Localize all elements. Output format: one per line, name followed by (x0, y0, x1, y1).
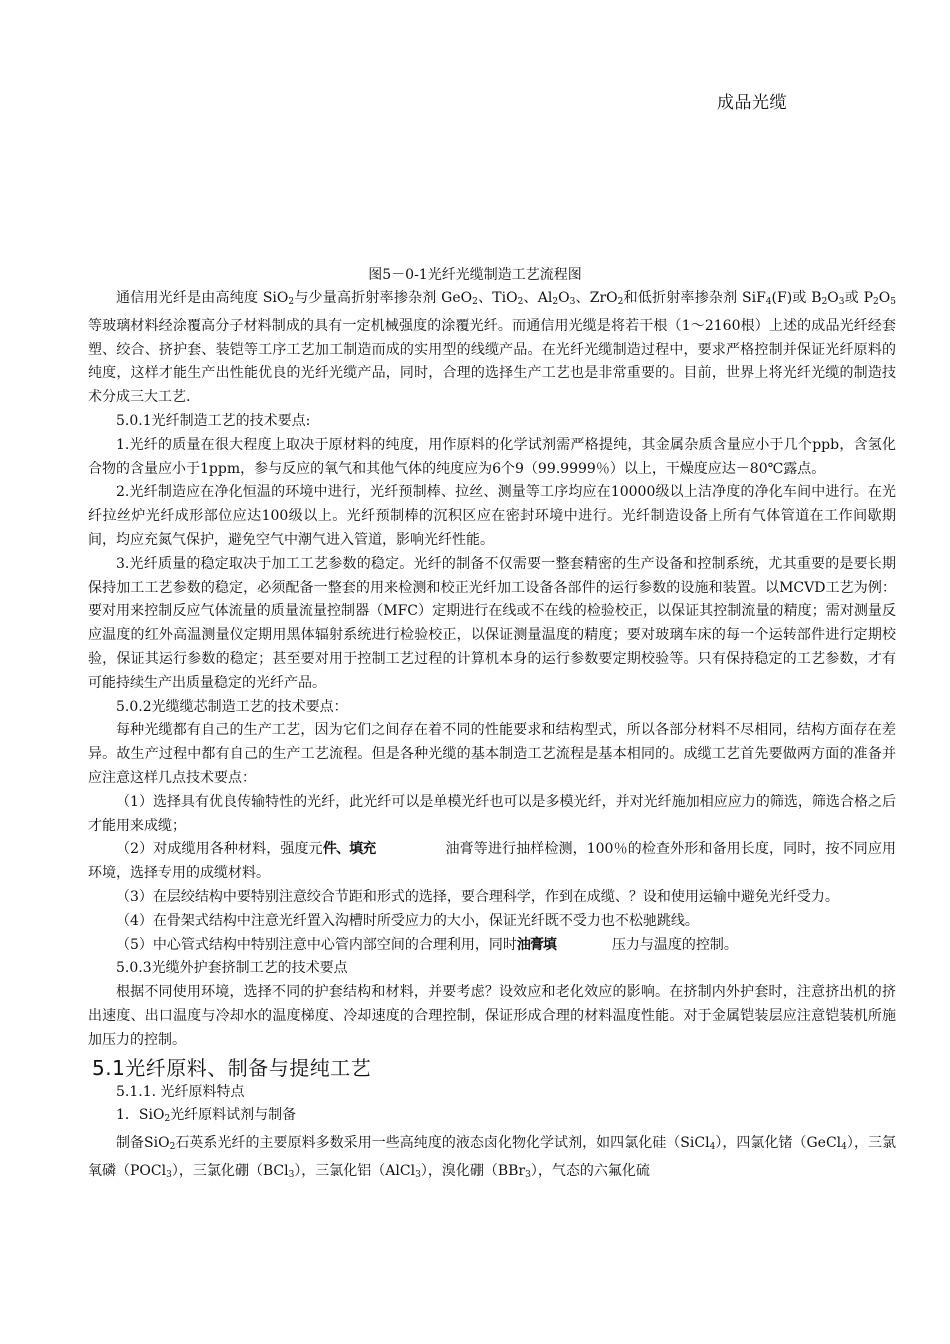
section-5-1-heading: 5.1光纤原料、制备与提纯工艺 (92, 1055, 372, 1080)
section-5-0-2-item-5: （5）中心管式结构中特别注意中心管内部空间的合理利用，同时油膏填 压力与温度的控制。 (116, 936, 738, 953)
section-5-1-1-title: 5.1.1. 光纤原料特点 (116, 1083, 245, 1100)
section-5-0-1-point-3: 3.光纤质量的稳定取决于加工工艺参数的稳定。光纤的制备不仅需要一整套精密的生产设备和控制系统，尤其重要的是要长期保持加工工艺参数的稳定，必须配备一整套的用来检测和校正光纤加工设备各部件的运行参数的设施和装置。以MCVD工艺为例：要对用来控制反应气体流量的质量流量控制器（MFC）定期进行在线或不在线的检验校正，以保证其控制流量的精度；需对测量反应温度的红外高温测量仪定期用黑体辐射系统进行检验校正，以保证测量温度的精度；要对玻璃车床的每一个运转部件进行定期校验，保证其运行参数的稳定；甚至要对用于控制工艺过程的计算机本身的运行参数要定期校验等。只有保持稳定的工艺参数，才有可能持续生产出质量稳定的光纤产品。 (88, 555, 896, 691)
overprinted-text: 件、填充 (322, 841, 376, 858)
section-5-0-2-paragraph: 每种光缆都有自己的生产工艺，因为它们之间存在着不同的性能要求和结构型式，所以各部分材料不尽相同，结构方面存在差异。故生产过程中都有自己的生产工艺流程。但是各种光缆的基本制造工艺流程是基本相同的。成缆工艺首先要做两方面的准备并应注意这样几点技术要点： (88, 722, 896, 786)
section-5-0-2-title: 5.0.2光缆缆芯制造工艺的技术要点： (116, 698, 348, 715)
section-5-0-3-title: 5.0.3光缆外护套挤制工艺的技术要点 (116, 960, 348, 977)
section-5-0-3-paragraph: 根据不同使用环境，选择不同的护套结构和材料，并要考虑？设效应和老化效应的影响。在挤制内外护套时，注意挤出机的挤出速度、出口温度与冷却水的温度梯度、冷却速度的合理控制，保证形成合理的材料温度性能。对于金属铠装层应注意铠装机所施加压力的控制。 (88, 984, 896, 1048)
section-5-1-1-item-1: 1．SiO$_2$光纤原料试剂与制备 (116, 1107, 297, 1125)
intro-paragraph: 通信用光纤是由高纯度 SiO$_2$与少量高折射率掺杂剂 GeO$_2$、TiO$_2$、$Al_2O_3$、ZrO$_2$和低折射率掺杂剂 SiF$_4$(F)或 $B_2O_3$或 $P_2O_5$等玻璃材料经涂覆高分子材料制成的具有一定机械强度的涂覆光纤。而通信用光缆是将若干根（1～2160根）上述的成品光纤经套塑、绞合、挤护套、装铠等工序工艺加工制造而成的实用型的线缆产品。在光纤光缆制造过程中，要求严格控制并保证光纤原料的纯度，这样才能生产出性能优良的光纤光缆产品，同时，合理的选择生产工艺也是非常重要的。目前，世界上将光纤光缆的制造技术分成三大工艺. (88, 290, 896, 406)
overprinted-text: 油膏填 (516, 936, 556, 953)
figure-caption: 图5－0-1光纤光缆制造工艺流程图 (368, 267, 582, 283)
section-5-0-1-point-2: 2.光纤制造应在净化恒温的环境中进行，光纤预制棒、拉丝、测量等工序均应在10000级以上洁净度的净化车间中进行。在光纤拉丝炉光纤成形部位应达100级以上。光纤预制棒的沉积区应在密封环境中进行。光纤制造设备上所有气体管道在工作间歇期间，均应充氮气保护，避免空气中潮气进入管道，影响光纤性能。 (88, 484, 896, 548)
section-5-1-1-paragraph: 制备SiO$_2$石英系光纤的主要原料多数采用一些高纯度的液态卤化物化学试剂，如四氯化硅（SiCl$_4$），四氯化锗（GeCl$_4$），三氯氧磷（POCl$_3$），三氯化硼（BCl$_3$），三氯化铝（AlCl$_3$），溴化硼（BBr$_3$），气态的六氟化硫 (88, 1135, 897, 1180)
flowchart-final-product-label: 成品光缆 (717, 93, 787, 113)
section-5-0-2-item-3: （3）在层绞结构中要特别注意绞合节距和形式的选择，要合理科学，作到在成缆、？设和使用运输中避免光纤受力。 (116, 888, 839, 905)
section-5-0-1-point-1: 1.光纤的质量在很大程度上取决于原材料的纯度，用作原料的化学试剂需严格提纯，其金属杂质含量应小于几个ppb，含氢化合物的含量应小于1ppm，参与反应的氧气和其他气体的纯度应为6个9（99.9999％）以上，干燥度应达－80℃露点。 (88, 436, 896, 477)
section-5-0-2-item-4: （4）在骨架式结构中注意光纤置入沟槽时所受应力的大小，保证光纤既不受力也不松驰跳线。 (116, 912, 699, 929)
section-5-0-2-item-2: （2）对成缆用各种材料，强度元件、填充 油膏等进行抽样检测，100％的检查外形和备用长度，同时，按不同应用环境，选择专用的成缆材料。 (88, 841, 896, 882)
section-5-0-2-item-1: （1）选择具有优良传输特性的光纤，此光纤可以是单模光纤也可以是多模光纤，并对光纤施加相应应力的筛选，筛选合格之后才能用来成缆； (88, 793, 896, 834)
document-body (88, 287, 896, 1188)
section-5-0-1-title: 5.0.1光纤制造工艺的技术要点: (116, 412, 311, 429)
